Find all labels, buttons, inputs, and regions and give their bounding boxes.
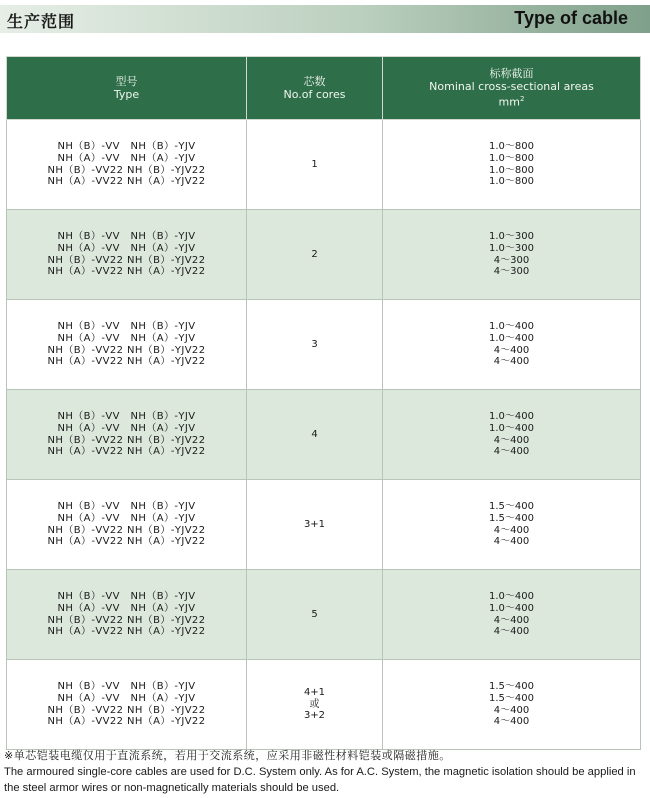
type-cell: NH（B）-VV NH（B）-YJV NH（A）-VV NH（A）-YJV NH（B）-VV22 NH（B）-YJV22 NH（A）-VV22 NH（A）-YJV22 (7, 660, 247, 750)
area-cell: 1.5～400 1.5～400 4～400 4～400 (383, 480, 641, 570)
type-cell: NH（B）-VV NH（B）-YJV NH（A）-VV NH（A）-YJV NH（B）-VV22 NH（B）-YJV22 NH（A）-VV22 NH（A）-YJV22 (7, 570, 247, 660)
area-cell: 1.0～400 1.0～400 4～400 4～400 (383, 570, 641, 660)
table-row (7, 480, 641, 570)
cores-cell: 2 (247, 210, 383, 300)
area-unit-sup: 2 (519, 95, 525, 104)
header-type (7, 57, 247, 120)
header-area-cn: 标称截面 (489, 67, 534, 81)
header-area-en: Nominal cross-sectional areas (429, 80, 594, 94)
table-row (7, 300, 641, 390)
table-header-row (7, 57, 641, 120)
note-en: The armoured single-core cables are used for D.C. System only. As for A.C. System, the magnetic isolation should be applied in the steel armor wires or non-magnetically materials should be used. (4, 766, 636, 794)
header-area-unit (383, 93, 640, 109)
table-row (7, 660, 641, 750)
cable-type-table (6, 56, 641, 750)
table-row (7, 570, 641, 660)
area-cell: 1.0～400 1.0～400 4～400 4～400 (383, 300, 641, 390)
header-cores (247, 57, 383, 120)
table-row (7, 210, 641, 300)
type-cell: NH（B）-VV NH（B）-YJV NH（A）-VV NH（A）-YJV NH（B）-VV22 NH（B）-YJV22 NH（A）-VV22 NH（A）-YJV22 (7, 390, 247, 480)
cores-cell: 4+1 或 3+2 (247, 660, 383, 750)
area-cell: 1.0～300 1.0～300 4～300 4～300 (383, 210, 641, 300)
header-title-en: Type of cable (514, 8, 628, 28)
table-row (7, 120, 641, 210)
area-cell: 1.0～400 1.0～400 4～400 4～400 (383, 390, 641, 480)
table-row (7, 390, 641, 480)
note-cn: ※单芯铠装电缆仅用于直流系统，若用于交流系统，应采用非磁性材料铠装或隔磁措施。 (4, 749, 451, 762)
header-type-en: Type (113, 88, 140, 101)
area-cell: 1.5～400 1.5～400 4～400 4～400 (383, 660, 641, 750)
area-cell: 1.0～800 1.0～800 1.0～800 1.0～800 (383, 120, 641, 210)
cores-cell: 4 (247, 390, 383, 480)
cores-cell: 5 (247, 570, 383, 660)
cores-cell: 3+1 (247, 480, 383, 570)
type-cell: NH（B）-VV NH（B）-YJV NH（A）-VV NH（A）-YJV NH（B）-VV22 NH（B）-YJV22 NH（A）-VV22 NH（A）-YJV22 (7, 210, 247, 300)
header-area (383, 57, 641, 120)
header-cores-en: No.of cores (283, 88, 346, 101)
type-cell: NH（B）-VV NH（B）-YJV NH（A）-VV NH（A）-YJV NH（B）-VV22 NH（B）-YJV22 NH（A）-VV22 NH（A）-YJV22 (7, 480, 247, 570)
type-cell: NH（B）-VV NH（B）-YJV NH（A）-VV NH（A）-YJV NH（B）-VV22 NH（B）-YJV22 NH（A）-VV22 NH（A）-YJV22 (7, 120, 247, 210)
type-cell: NH（B）-VV NH（B）-YJV NH（A）-VV NH（A）-YJV NH（B）-VV22 NH（B）-YJV22 NH（A）-VV22 NH（A）-YJV22 (7, 300, 247, 390)
header-bar (0, 5, 650, 33)
header-title-cn: 生产范围 (7, 12, 76, 31)
area-unit-text: mm (498, 95, 520, 109)
cores-cell: 3 (247, 300, 383, 390)
header-type-cn: 型号 (115, 75, 138, 88)
cores-cell: 1 (247, 120, 383, 210)
header-cores-cn: 芯数 (303, 75, 326, 88)
